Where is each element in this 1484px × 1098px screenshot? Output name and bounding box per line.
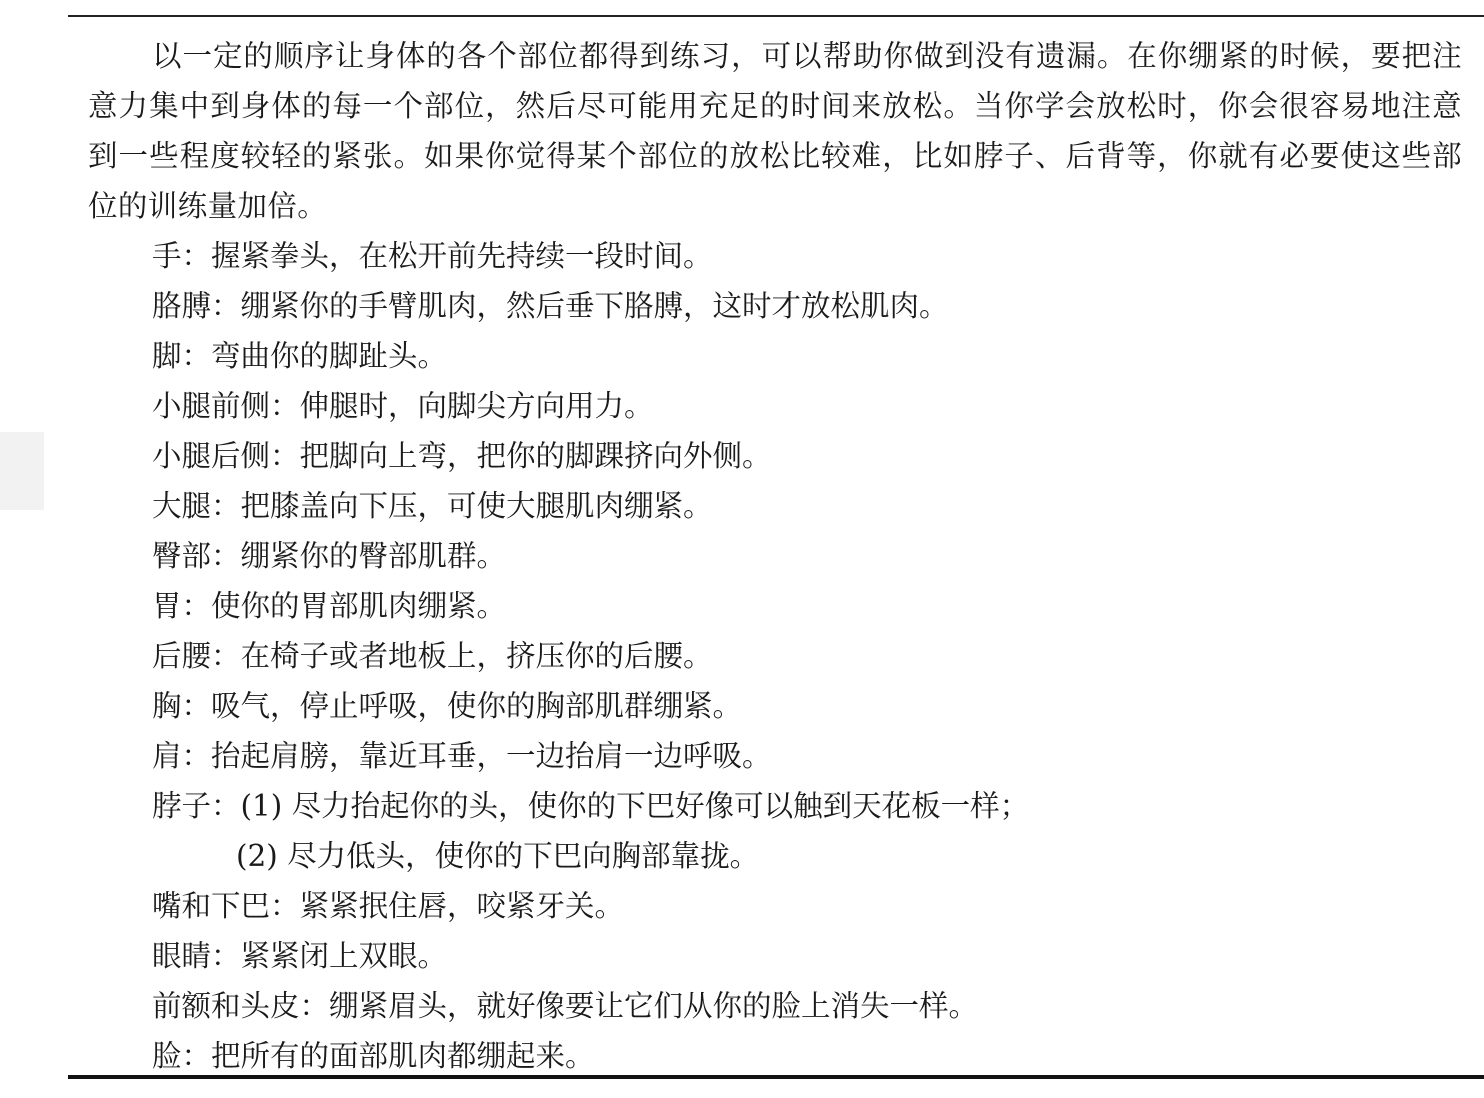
item-neck-1: 脖子：(1) 尽力抬起你的头，使你的下巴好像可以触到天花板一样； <box>152 789 1030 823</box>
item-hand: 手：握紧拳头，在松开前先持续一段时间。 <box>152 239 713 273</box>
item-stomach: 胃：使你的胃部肌肉绷紧。 <box>152 589 507 623</box>
item-calf: 小腿后侧：把脚向上弯，把你的脚踝挤向外侧。 <box>152 439 772 473</box>
top-rule <box>68 15 1484 17</box>
item-foot: 脚：弯曲你的脚趾头。 <box>152 339 448 373</box>
item-chest: 胸：吸气，停止呼吸，使你的胸部肌群绷紧。 <box>152 689 743 723</box>
page-body <box>88 31 1462 1081</box>
item-mouth-jaw: 嘴和下巴：紧紧抿住唇，咬紧牙关。 <box>152 889 625 923</box>
item-arm: 胳膊：绷紧你的手臂肌肉，然后垂下胳膊，这时才放松肌肉。 <box>152 289 949 323</box>
item-buttocks: 臀部：绷紧你的臀部肌群。 <box>152 539 507 573</box>
item-thigh: 大腿：把膝盖向下压，可使大腿肌肉绷紧。 <box>152 489 713 523</box>
item-neck-2: (2) 尽力低头，使你的下巴向胸部靠拢。 <box>236 839 760 873</box>
intro-paragraph: 以一定的顺序让身体的各个部位都得到练习，可以帮助你做到没有遗漏。在你绷紧的时候，要把注意力集中到身体的每一个部位，然后尽可能用充足的时间来放松。当你学会放松时，你会很容易地注意到一些程度较轻的紧张。如果你觉得某个部位的放松比较难，比如脖子、后背等，你就有必要使这些部位的训练量加倍。 <box>88 39 1462 223</box>
item-forehead-scalp: 前额和头皮：绷紧眉头，就好像要让它们从你的脸上消失一样。 <box>152 989 979 1023</box>
item-face: 脸：把所有的面部肌肉都绷起来。 <box>152 1039 595 1073</box>
item-shin: 小腿前侧：伸腿时，向脚尖方向用力。 <box>152 389 654 423</box>
bottom-rule <box>68 1075 1484 1079</box>
item-shoulder: 肩：抬起肩膀，靠近耳垂，一边抬肩一边呼吸。 <box>152 739 772 773</box>
margin-mark <box>0 432 44 510</box>
item-eyes: 眼睛：紧紧闭上双眼。 <box>152 939 448 973</box>
item-lower-back: 后腰：在椅子或者地板上，挤压你的后腰。 <box>152 639 713 673</box>
